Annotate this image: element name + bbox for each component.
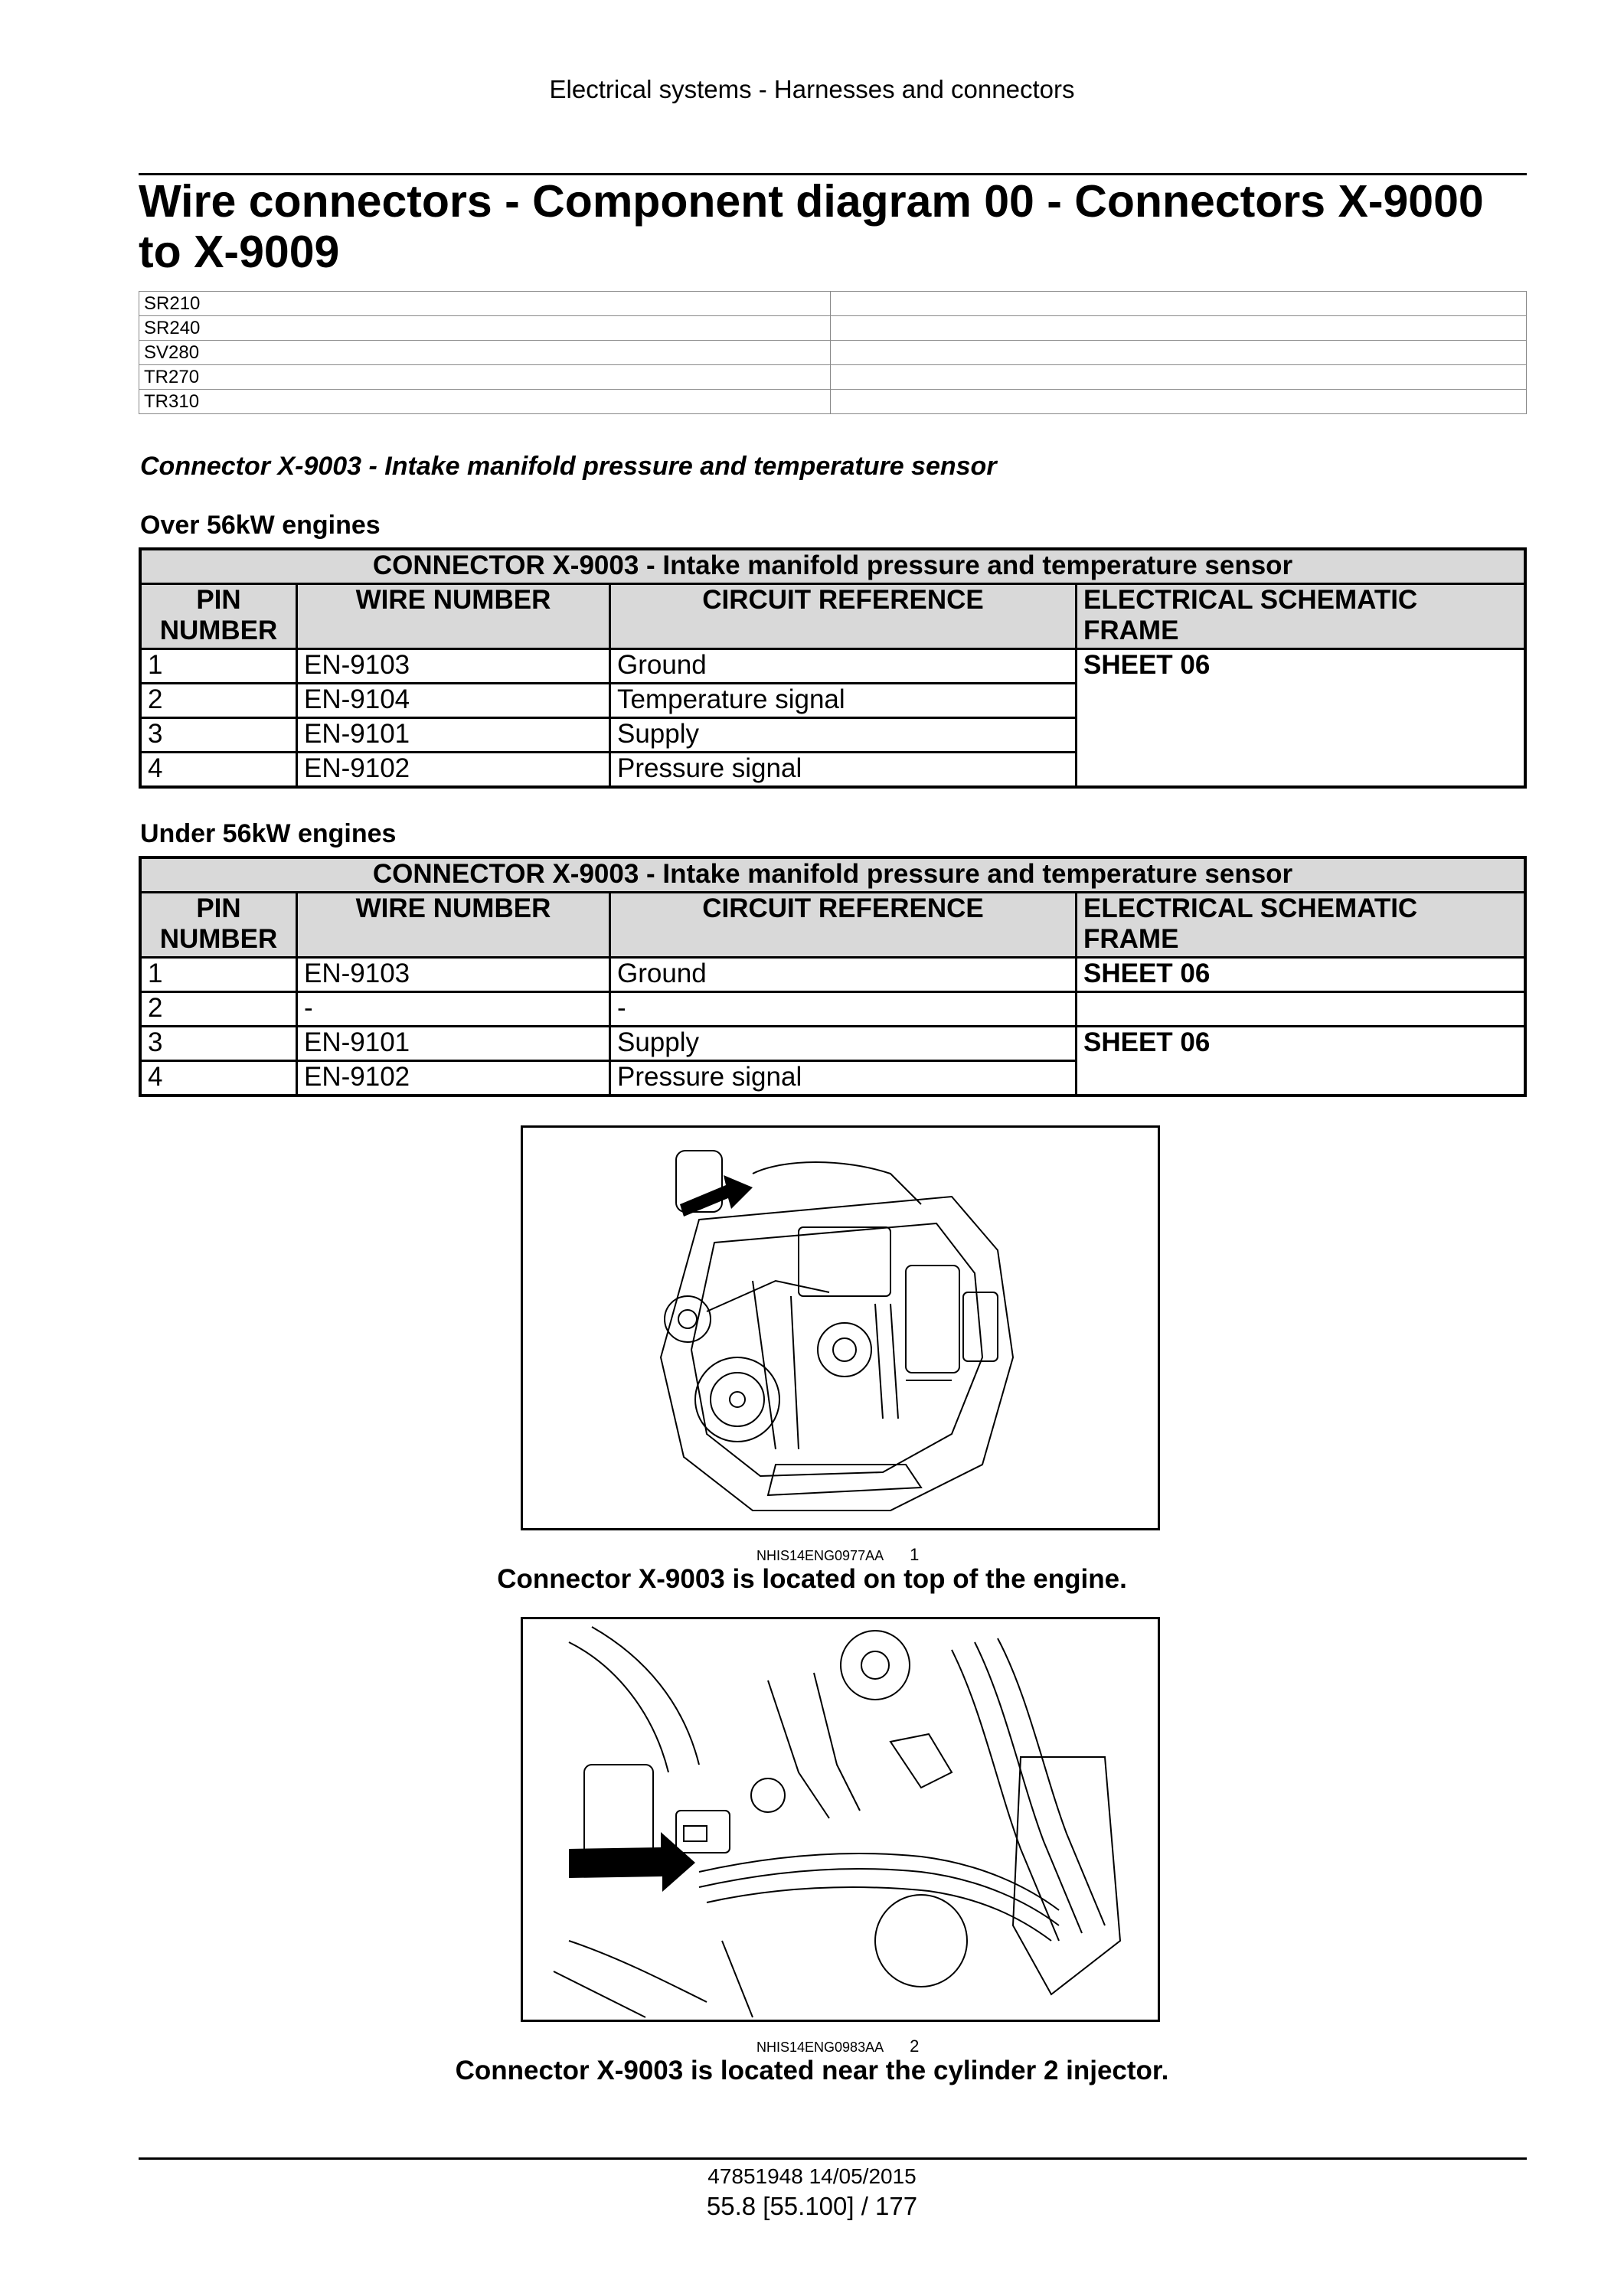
empty-cell	[831, 365, 1527, 390]
pin-cell: 3	[140, 718, 297, 753]
frame-cell	[1077, 992, 1526, 1027]
pin-cell: 2	[140, 684, 297, 718]
engine-illustration	[523, 1128, 1158, 1528]
circuit-cell: -	[610, 992, 1077, 1027]
frame-cell: SHEET 06	[1077, 1027, 1526, 1096]
figure-ref-code: NHIS14ENG0983AA	[756, 2040, 884, 2055]
running-header: Electrical systems - Harnesses and connectors	[549, 75, 1075, 103]
table-caption: CONNECTOR X-9003 - Intake manifold pressure and temperature sensor	[140, 549, 1525, 584]
header-rule	[139, 173, 1527, 175]
pin-cell: 2	[140, 992, 297, 1027]
frame-cell: SHEET 06	[1077, 649, 1526, 788]
model-row	[139, 292, 1527, 316]
wire-cell: EN-9103	[297, 649, 610, 684]
table-row	[140, 649, 1525, 684]
figure-1-caption: Connector X-9003 is located on top of the engine.	[497, 1564, 1127, 1594]
table-row	[140, 1027, 1525, 1061]
figure-number: 2	[910, 2036, 920, 2056]
circuit-cell: Supply	[610, 1027, 1077, 1061]
circuit-cell: Supply	[610, 718, 1077, 753]
col-header-frame: ELECTRICAL SCHEMATIC FRAME	[1077, 584, 1526, 649]
figure-number: 1	[910, 1545, 920, 1564]
closeup-illustration	[523, 1619, 1158, 2020]
model-cell: SR210	[139, 292, 831, 316]
connector-table-under-56kw	[139, 856, 1527, 1097]
pin-cell: 3	[140, 1027, 297, 1061]
empty-cell	[831, 341, 1527, 365]
table-row	[140, 992, 1525, 1027]
circuit-cell: Pressure signal	[610, 753, 1077, 788]
model-row	[139, 316, 1527, 341]
figure-engine-overview	[521, 1125, 1160, 1530]
model-cell: SV280	[139, 341, 831, 365]
table-row	[140, 958, 1525, 992]
col-header-pin: PIN NUMBER	[140, 893, 297, 958]
footer-doc-info: 47851948 14/05/2015	[707, 2164, 917, 2188]
empty-cell	[831, 292, 1527, 316]
model-row	[139, 390, 1527, 414]
figure-1-reference	[756, 1545, 919, 1565]
pin-cell: 1	[140, 649, 297, 684]
model-cell: TR310	[139, 390, 831, 414]
pin-cell: 4	[140, 1061, 297, 1096]
figure-cylinder-closeup	[521, 1617, 1160, 2022]
model-table	[139, 291, 1527, 414]
circuit-cell: Pressure signal	[610, 1061, 1077, 1096]
frame-cell: SHEET 06	[1077, 958, 1526, 992]
col-header-circuit: CIRCUIT REFERENCE	[610, 893, 1077, 958]
pin-cell: 4	[140, 753, 297, 788]
wire-cell: EN-9101	[297, 718, 610, 753]
page-title: Wire connectors - Component diagram 00 - Connectors X-9000 to X-9009	[139, 176, 1484, 277]
subheading-over-56kw: Over 56kW engines	[140, 511, 381, 540]
col-header-wire: WIRE NUMBER	[297, 584, 610, 649]
model-cell: SR240	[139, 316, 831, 341]
wire-cell: EN-9101	[297, 1027, 610, 1061]
pin-cell: 1	[140, 958, 297, 992]
model-row	[139, 365, 1527, 390]
wire-cell: EN-9104	[297, 684, 610, 718]
figure-2-caption: Connector X-9003 is located near the cylinder 2 injector.	[455, 2056, 1169, 2085]
section-title: Connector X-9003 - Intake manifold pressure and temperature sensor	[140, 452, 997, 481]
wire-cell: EN-9103	[297, 958, 610, 992]
figure-ref-code: NHIS14ENG0977AA	[756, 1548, 884, 1563]
col-header-wire: WIRE NUMBER	[297, 893, 610, 958]
figure-2-reference	[756, 2036, 919, 2056]
table-caption: CONNECTOR X-9003 - Intake manifold pressure and temperature sensor	[140, 857, 1525, 893]
circuit-cell: Temperature signal	[610, 684, 1077, 718]
footer-rule	[139, 2157, 1527, 2160]
connector-table-over-56kw	[139, 547, 1527, 789]
empty-cell	[831, 390, 1527, 414]
subheading-under-56kw: Under 56kW engines	[140, 819, 397, 848]
footer-page-number: 55.8 [55.100] / 177	[706, 2192, 918, 2220]
model-cell: TR270	[139, 365, 831, 390]
wire-cell: -	[297, 992, 610, 1027]
circuit-cell: Ground	[610, 958, 1077, 992]
model-row	[139, 341, 1527, 365]
wire-cell: EN-9102	[297, 1061, 610, 1096]
col-header-pin: PIN NUMBER	[140, 584, 297, 649]
wire-cell: EN-9102	[297, 753, 610, 788]
col-header-circuit: CIRCUIT REFERENCE	[610, 584, 1077, 649]
col-header-frame: ELECTRICAL SCHEMATIC FRAME	[1077, 893, 1526, 958]
circuit-cell: Ground	[610, 649, 1077, 684]
empty-cell	[831, 316, 1527, 341]
